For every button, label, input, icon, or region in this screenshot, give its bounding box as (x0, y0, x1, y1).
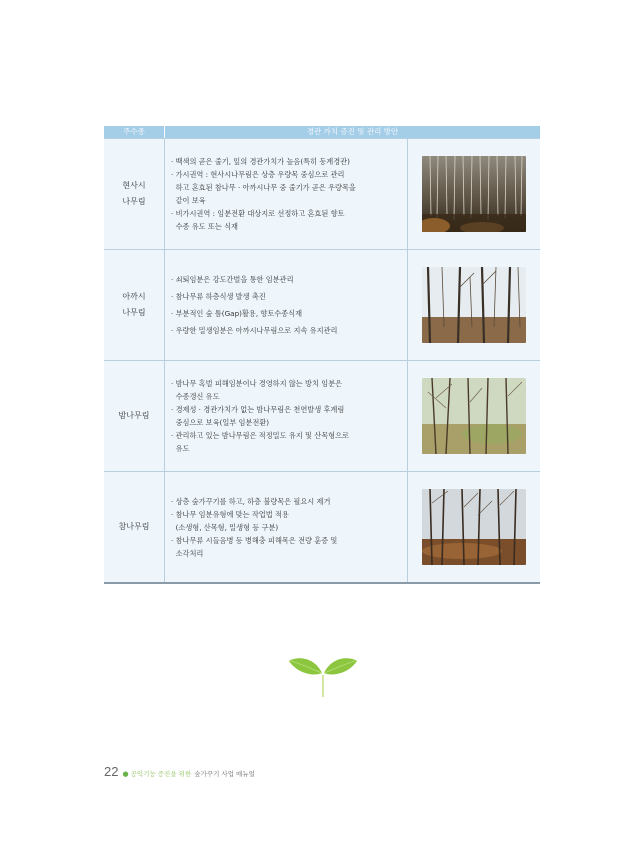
page-number: 22 (104, 764, 119, 779)
plan-line: · 우량한 밀생임분은 아까시나무림으로 지속 유지관리 (171, 326, 338, 335)
plan-line: · 상층 숲가꾸기를 하고, 하층 불량목은 필요시 제거 (171, 496, 331, 506)
footer-subtitle-green: 공익기능 증진을 위한 (130, 770, 192, 778)
plan-line: · 가시권역 : 현사시나무림은 상층 우량목 중심으로 관리 (171, 170, 345, 179)
footer-subtitle-gray: 숲가꾸기 사업 매뉴얼 (194, 770, 255, 778)
plan-line: · 참나무류 하층식생 발생 촉진 (171, 292, 266, 301)
species-cell: 참나무림 (104, 472, 165, 582)
plan-line: · 부분적인 숲 틈(Gap)활용, 향토수종식재 (171, 309, 303, 318)
plan-line: · 백색의 곧은 줄기, 잎의 경관가치가 높음(특히 동계경관) (171, 157, 350, 166)
table-header (104, 126, 540, 138)
plan-line: · 경제성 · 경관가치가 없는 밤나무림은 천연발생 후계림 (171, 405, 345, 414)
plan-cell (165, 472, 408, 582)
sprout-icon (287, 651, 359, 699)
photo-cell (408, 361, 540, 471)
header-species: 주수종 (104, 126, 165, 138)
winter-aspen-stand-photo (422, 156, 526, 232)
plan-line: 수종 유도 또는 식재 (171, 222, 238, 231)
plan-line: 중심으로 보육(일부 임분전환) (171, 418, 270, 427)
species-cell: 아까시 나무림 (104, 250, 165, 360)
plan-line: · 참나무류 시들음병 등 병해충 피해목은 전량 훈증 및 (171, 535, 338, 545)
plan-cell (165, 361, 408, 471)
page-footer (104, 764, 255, 780)
plan-line: · 밤나무 혹벌 피해임분이나 경영하지 않는 방치 임분은 (171, 379, 343, 388)
plan-line: 수종갱신 유도 (171, 392, 220, 401)
forest-management-table (104, 126, 540, 584)
plan-cell (165, 139, 408, 249)
oak-stand-photo (422, 489, 526, 565)
plan-line: · 참나무 임분유형에 맞는 작업법 적용 (171, 509, 289, 519)
plan-line: 하고 혼효된 참나무 · 아까시나무 중 줄기가 곧은 우량목을 (171, 183, 356, 192)
black-locust-stand-photo (422, 267, 526, 343)
bullet-icon: ● (122, 770, 129, 778)
species-cell: 현사시 나무림 (104, 139, 165, 249)
table-row (104, 249, 540, 360)
table-row (104, 360, 540, 471)
header-plan: 경관 가치 증진 및 관리 방안 (306, 127, 399, 136)
plan-cell (165, 250, 408, 360)
photo-cell (408, 139, 540, 249)
photo-cell (408, 472, 540, 582)
plan-line: · 쇠퇴임분은 강도간벌을 통한 임분관리 (171, 275, 294, 284)
photo-cell (408, 250, 540, 360)
plan-line: 같이 보육 (171, 196, 206, 205)
table-row (104, 471, 540, 582)
chestnut-stand-photo (422, 378, 526, 454)
plan-line: 유도 (171, 444, 190, 453)
plan-line: 소각처리 (171, 548, 204, 558)
plan-line: · 비가시권역 : 임분전환 대상지로 선정하고 혼효된 향토 (171, 209, 345, 218)
species-cell: 밤나무림 (104, 361, 165, 471)
table-row (104, 138, 540, 249)
plan-line: · 관리하고 있는 밤나무림은 적정밀도 유지 및 산목형으로 (171, 431, 349, 440)
plan-line: (소생형, 산목형, 밀생형 등 구분) (171, 522, 279, 532)
